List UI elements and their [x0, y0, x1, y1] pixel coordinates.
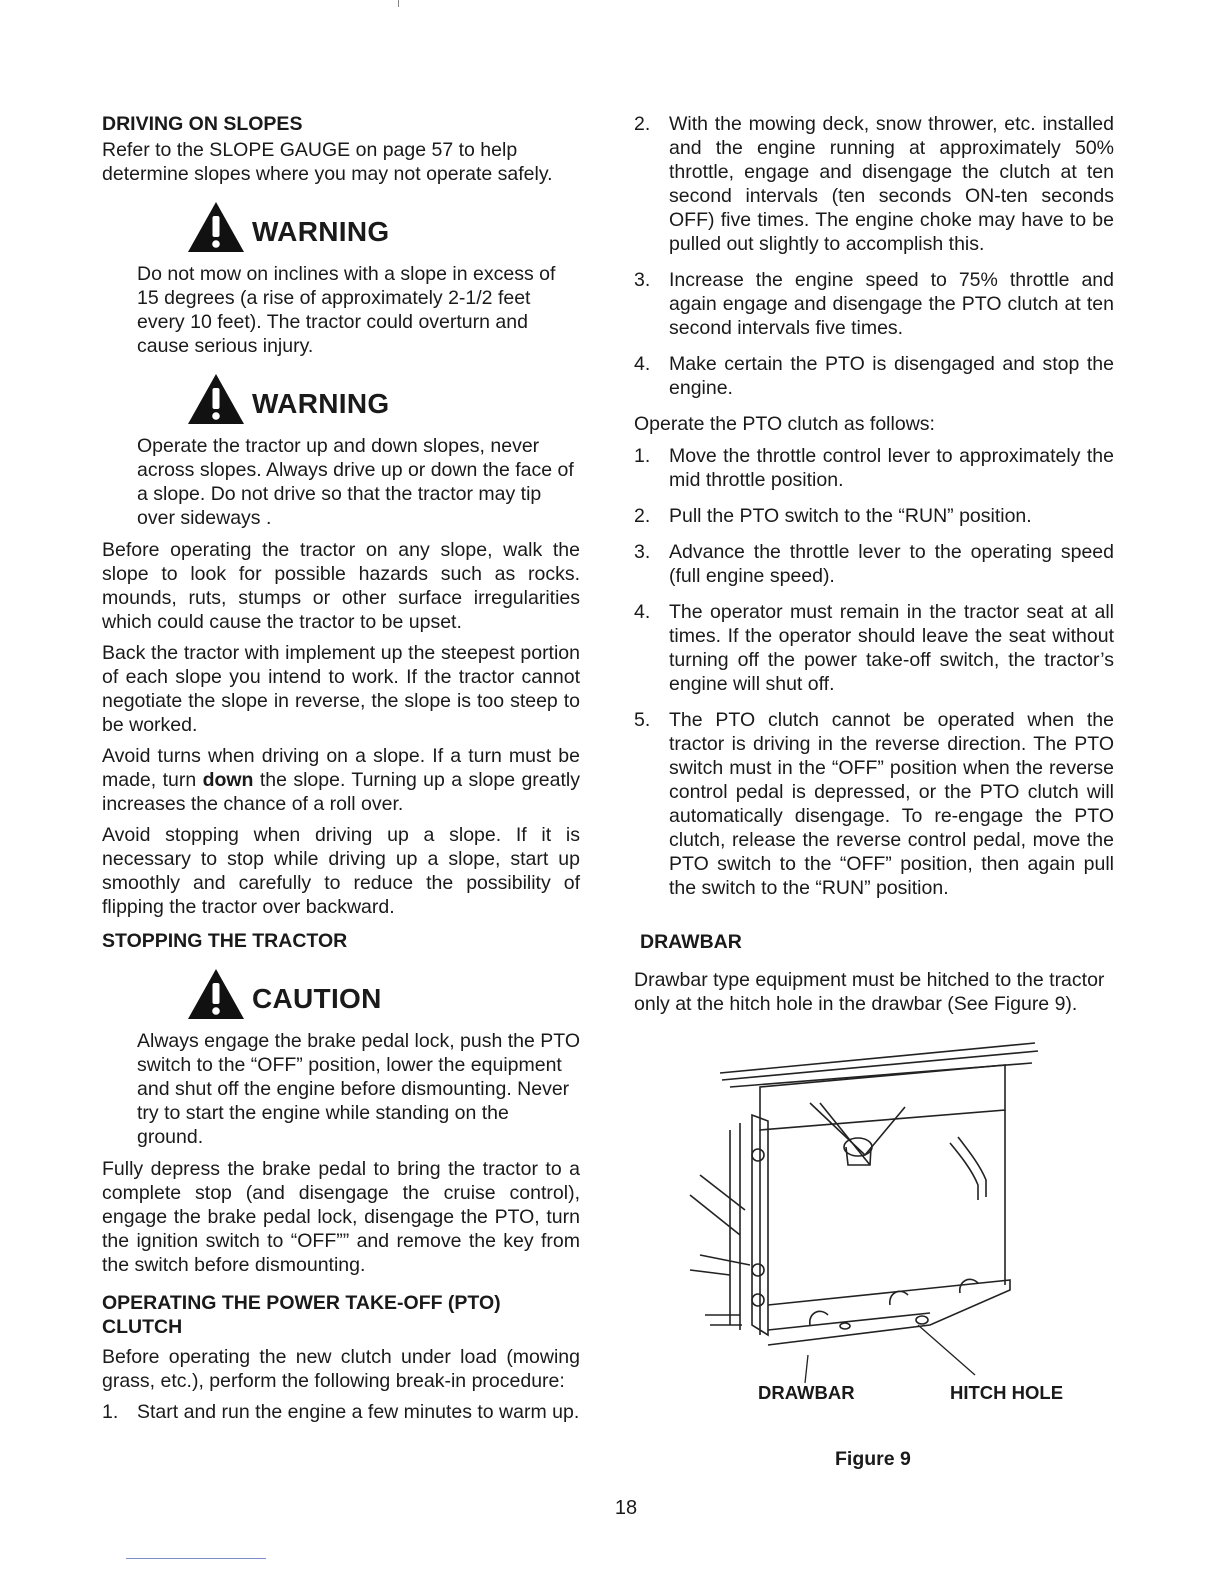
list-item: 1. Move the throttle control lever to approximately the mid throttle position.: [634, 445, 1114, 491]
list-item: 3. Advance the throttle lever to the operating speed (full engine speed).: [634, 541, 1114, 587]
breakin-step-list: [634, 112, 1114, 400]
list-item: 4. Make certain the PTO is disengaged and stop the engine.: [634, 353, 1114, 399]
emphasis-down: down: [202, 769, 254, 791]
drawbar-text: Drawbar type equipment must be hitched to the tractor only at the hitch hole in the drawbar (See Figure 9).: [634, 969, 1105, 1015]
list-item: 3. Increase the engine speed to 75% throttle and again engage and disengage the PTO clutch at ten second intervals five times.: [634, 269, 1114, 339]
paragraph-stopping: Fully depress the brake pedal to bring the tractor to a complete stop (and disengage the cruise control), engage the brake pedal lock, disengage the PTO, turn the ignition switch to “OFF”” and remove the key from the switch before dismounting.: [102, 1158, 580, 1276]
list-item: 2. Pull the PTO switch to the “RUN” position.: [634, 505, 1032, 527]
caution-text: Always engage the brake pedal lock, push the PTO switch to the “OFF” position, lower the equipment and shut off the engine before dismounting. Never try to start the engine while standing on the ground.: [137, 1030, 580, 1148]
left-column: [102, 112, 580, 1436]
warning-triangle-icon: [186, 372, 246, 426]
paragraph-before-operating: Before operating the tractor on any slope, walk the slope to look for possible hazards such as rocks. mounds, ruts, stumps or other surface irregularities which could cause the tractor to be upset.: [102, 539, 580, 633]
driving-slopes-intro: Refer to the SLOPE GAUGE on page 57 to help determine slopes where you may not operate safely.: [102, 139, 553, 185]
warning-title: WARNING: [252, 216, 390, 247]
breakin-step-list-start: [102, 1400, 580, 1424]
warning-box-2: [102, 368, 580, 530]
driving-slopes-heading: DRIVING ON SLOPES: [102, 113, 303, 135]
caution-title: CAUTION: [252, 983, 382, 1014]
page-number: 18: [614, 1497, 638, 1519]
pto-heading: OPERATING THE POWER TAKE-OFF (PTO) CLUTCH: [102, 1292, 501, 1338]
warning-title: WARNING: [252, 388, 390, 419]
paragraph-back-tractor: Back the tractor with implement up the steepest portion of each slope you intend to work. If the tractor cannot negotiate the slope in reverse, the slope is too steep to be worked.: [102, 642, 580, 736]
right-column: [634, 112, 1114, 1023]
figure-caption: Figure 9: [835, 1448, 911, 1470]
caution-triangle-icon: [186, 967, 246, 1021]
stopping-heading: STOPPING THE TRACTOR: [102, 930, 348, 952]
warning-text: Operate the tractor up and down slopes, never across slopes. Always drive up or down the face of a slope. Do not drive so that the tractor may tip over sideways .: [137, 435, 574, 529]
operate-step-list: [634, 444, 1114, 900]
drawbar-illustration: [660, 1025, 1100, 1425]
footer-rule: [126, 1558, 266, 1559]
scan-mark: [398, 0, 399, 7]
warning-text: Do not mow on inclines with a slope in excess of 15 degrees (a rise of approximately 2-1/2 feet every 10 feet). The tractor could overturn and cause serious injury.: [137, 263, 556, 357]
caution-box: [102, 963, 580, 1149]
hitch-hole-label: HITCH HOLE: [950, 1382, 1064, 1403]
warning-triangle-icon: [186, 200, 246, 254]
pto-intro: Before operating the new clutch under load (mowing grass, etc.), perform the following break-in procedure:: [102, 1346, 580, 1392]
operate-intro: Operate the PTO clutch as follows:: [634, 413, 935, 435]
list-item: 4. The operator must remain in the tractor seat at all times. If the operator should leave the seat without turning off the power take-off switch, the tractor’s engine will shut off.: [634, 601, 1114, 695]
list-item: 1. Start and run the engine a few minutes to warm up.: [102, 1401, 580, 1423]
warning-box-1: [102, 196, 580, 358]
list-item: 5. The PTO clutch cannot be operated when the tractor is driving in the reverse direction. The PTO switch must in the “OFF” position when the reverse control pedal is depressed, or the PTO clutch will automatically disengage. To re-engage the PTO clutch, release the reverse control pedal, move the PTO switch to the “OFF” position, then again pull the switch to the “RUN” position.: [634, 709, 1114, 899]
paragraph-avoid-turns: Avoid turns when driving on a slope. If a turn must be made, turn down the slope. Turning up a slope greatly increases the chance of a roll over.: [102, 745, 580, 815]
drawbar-label: DRAWBAR: [758, 1382, 855, 1403]
drawbar-figure: [660, 1025, 1100, 1425]
drawbar-heading: DRAWBAR: [640, 931, 742, 953]
paragraph-avoid-stopping: Avoid stopping when driving up a slope. If it is necessary to stop while driving up a slope, start up smoothly and carefully to reduce the possibility of flipping the tractor over backward.: [102, 824, 580, 918]
list-item: 2. With the mowing deck, snow thrower, etc. installed and the engine running at approximately 50% throttle, engage and disengage the clutch at ten second intervals (ten seconds ON-ten seconds OFF) five times. The engine choke may have to be pulled out slightly to accomplish this.: [634, 113, 1114, 255]
